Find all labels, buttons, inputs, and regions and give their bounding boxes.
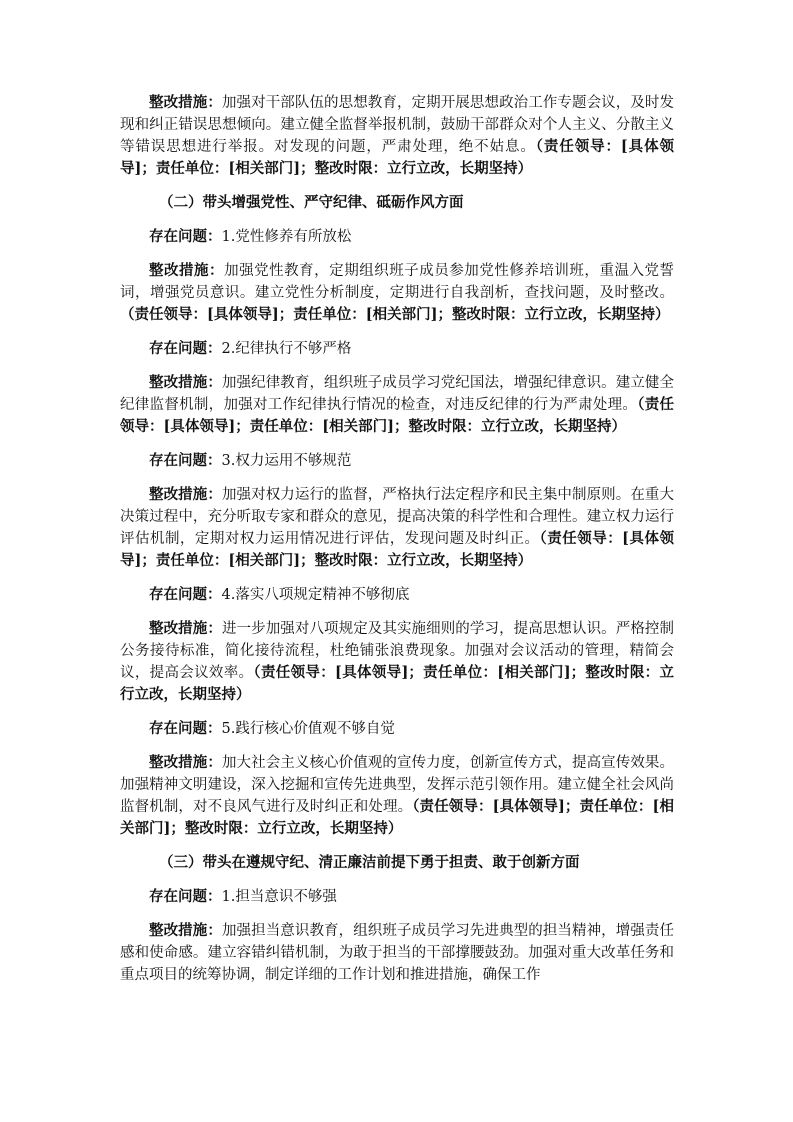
responsibility-note: （责任领导：[具体领导]；责任单位：[相关部门]；整改时限：立行立改，长期坚持） [120, 664, 674, 703]
problem-paragraph [120, 718, 674, 740]
measure-label: 整改措施： [149, 620, 222, 637]
measure-text: 加强党性教育，定期组织班子成员参加党性修养培训班，重温入党誓词，增强党员意识。建立党性分析制度，定期进行自我剖析，查找问题，及时整改。 [120, 263, 675, 301]
measure-paragraph [120, 920, 674, 986]
problem-paragraph [120, 584, 674, 606]
problem-text: 4.落实八项规定精神不够彻底 [221, 587, 410, 603]
problem-label: 存在问题： [149, 452, 222, 469]
problem-paragraph [120, 450, 674, 472]
problem-paragraph [120, 886, 674, 908]
measure-paragraph [120, 92, 674, 180]
measure-paragraph [120, 372, 674, 438]
measure-text: 加大社会主义核心价值观的宣传力度，创新宣传方式，提高宣传效果。加强精神文明建设，深入挖掘和宣传先进典型，发挥示范引领作用。建立健全社会风尚监督机制，对不良风气进行及时纠正和处理。 [120, 755, 675, 815]
problem-text: 3.权力运用不够规范 [221, 453, 352, 469]
measure-text: 加强对干部队伍的思想教育，定期开展思想政治工作专题会议，及时发现和纠正错误思想倾向。建立健全监督举报机制，鼓励干部群众对个人主义、分散主义等错误思想进行举报。对发现的问题，严肃处理，绝不姑息。 [120, 95, 675, 155]
measure-text: 加强担当意识教育，组织班子成员学习先进典型的担当精神，增强责任感和使命感。建立容错纠错机制，为敢于担当的干部撑腰鼓劲。加强对重大改革任务和重点项目的统筹协调，制定详细的工作计划和推进措施，确保工作 [120, 923, 675, 983]
problem-text: 1.担当意识不够强 [221, 889, 337, 905]
measure-text: 加强纪律教育，组织班子成员学习党纪国法，增强纪律意识。建立健全纪律监督机制，加强对工作纪律执行情况的检查，对违反纪律的行为严肃处理。 [120, 375, 675, 413]
responsibility-note: （责任领导：[具体领导]；责任单位：[相关部门]；整改时限：立行立改，长期坚持） [120, 530, 674, 569]
problem-text: 2.纪律执行不够严格 [221, 341, 352, 357]
measure-text: 进一步加强对八项规定及其实施细则的学习，提高思想认识。严格控制公务接待标准，简化接待流程，杜绝铺张浪费现象。加强对会议活动的管理，精简会议，提高会议效率。 [120, 621, 675, 681]
measure-paragraph [120, 752, 674, 840]
measure-label: 整改措施： [149, 754, 222, 771]
measure-text: 加强对权力运行的监督，严格执行法定程序和民主集中制原则。在重大决策过程中，充分听取专家和群众的意见，提高决策的科学性和合理性。建立权力运行评估机制，定期对权力运用情况进行评估，发现问题及时纠正。 [120, 487, 675, 547]
problem-paragraph [120, 226, 674, 248]
problem-label: 存在问题： [149, 586, 222, 603]
problem-text: 5.践行核心价值观不够自觉 [221, 721, 395, 737]
measure-label: 整改措施： [149, 94, 222, 111]
section-heading: （三）带头在遵规守纪、清正廉洁前提下勇于担责、敢于创新方面 [159, 854, 580, 871]
measure-label: 整改措施： [149, 262, 225, 279]
problem-label: 存在问题： [149, 888, 222, 905]
problem-label: 存在问题： [149, 228, 222, 245]
measure-label: 整改措施： [149, 922, 222, 939]
measure-label: 整改措施： [149, 374, 222, 391]
measure-paragraph [120, 260, 674, 326]
problem-text: 1.党性修养有所放松 [221, 229, 352, 245]
measure-paragraph [120, 484, 674, 572]
document-body [120, 92, 674, 998]
problem-label: 存在问题： [149, 720, 222, 737]
responsibility-note: （责任领导：[具体领导]；责任单位：[相关部门]；整改时限：立行立改，长期坚持） [120, 138, 674, 177]
responsibility-note: （责任领导：[具体领导]；责任单位：[相关部门]；整改时限：立行立改，长期坚持） [120, 396, 675, 435]
responsibility-note: （责任领导：[具体领导]；责任单位：[相关部门]；整改时限：立行立改，长期坚持） [120, 306, 670, 323]
problem-paragraph [120, 338, 674, 360]
measure-paragraph [120, 618, 674, 706]
responsibility-note: （责任领导：[具体领导]；责任单位：[相关部门]；整改时限：立行立改，长期坚持） [120, 798, 674, 837]
problem-label: 存在问题： [149, 340, 222, 357]
section-heading: （二）带头增强党性、严守纪律、砥砺作风方面 [159, 194, 464, 211]
measure-label: 整改措施： [149, 486, 222, 503]
